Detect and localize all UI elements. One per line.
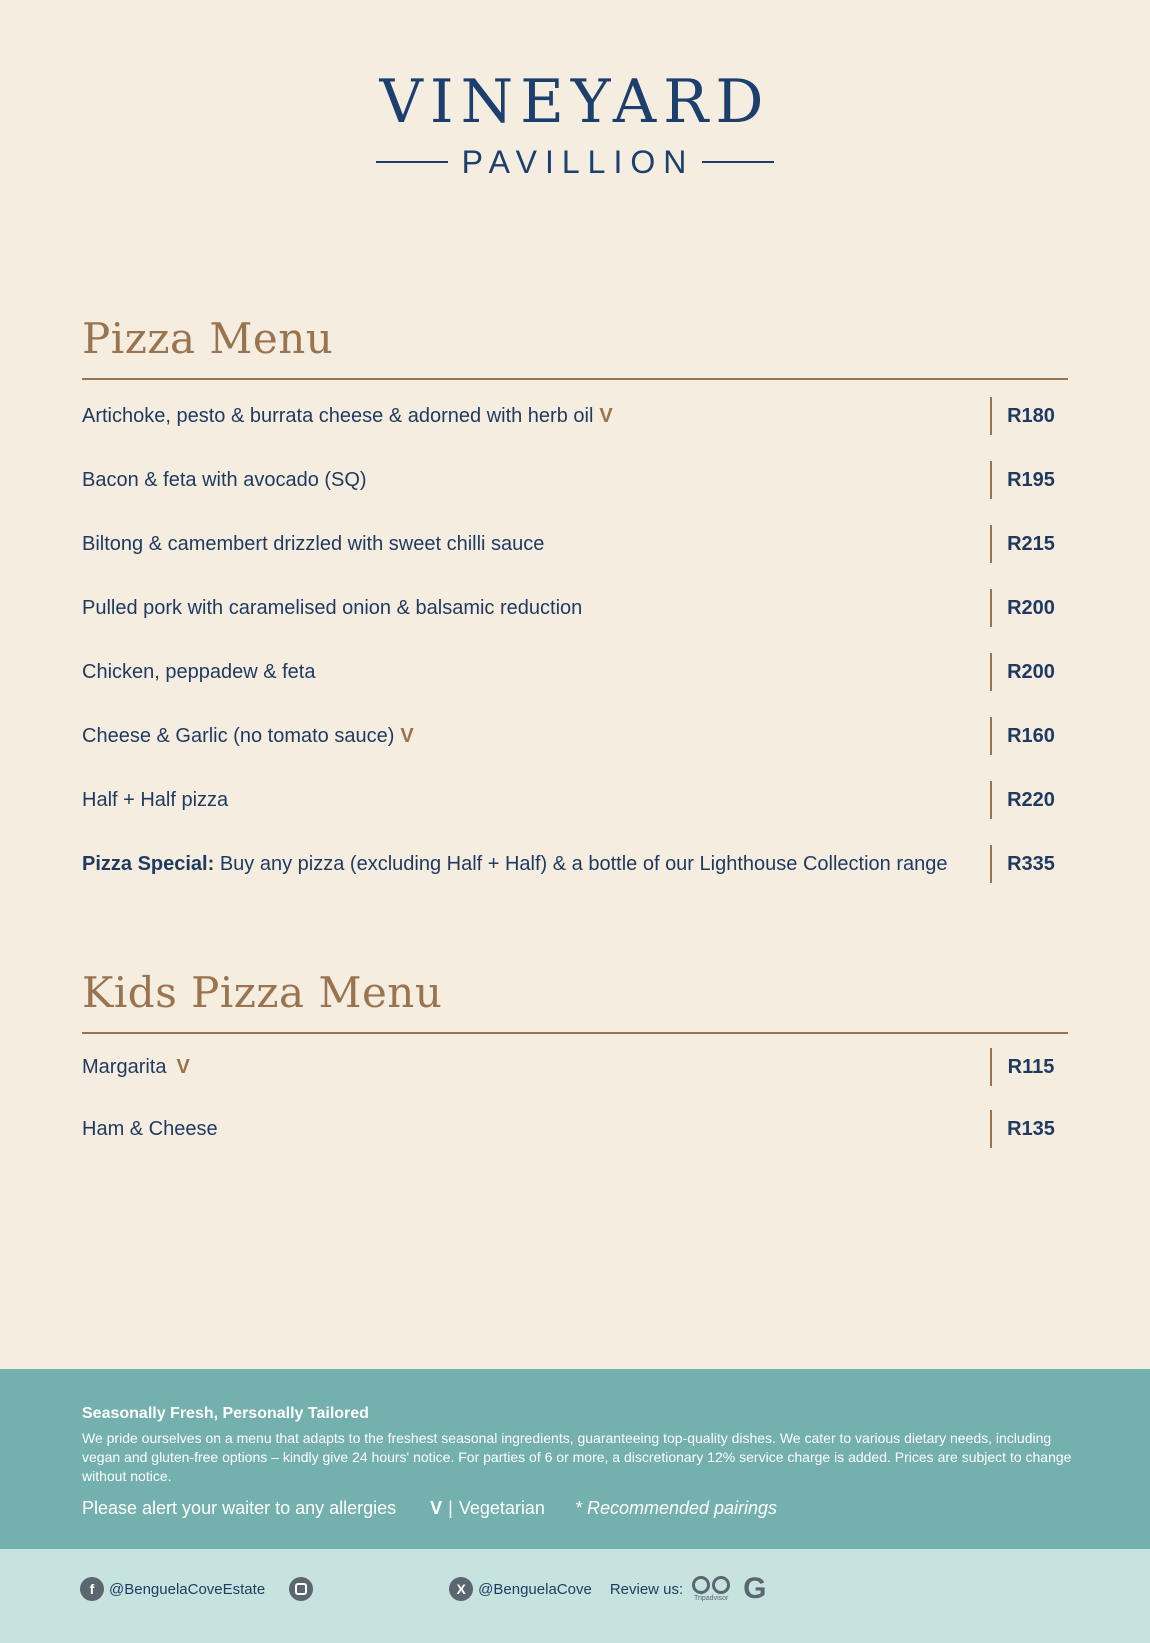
- item-price: R135: [1007, 1117, 1055, 1140]
- item-name: [82, 789, 228, 812]
- allergy-note: Please alert your waiter to any allergies: [82, 1498, 397, 1518]
- x-icon[interactable]: X: [449, 1577, 473, 1601]
- price-divider: [990, 781, 992, 819]
- section-divider: [82, 378, 1068, 380]
- item-name: [82, 661, 316, 684]
- price-divider: [990, 717, 992, 755]
- recommended-pairings-note: * Recommended pairings: [574, 1498, 778, 1518]
- review-label: Review us:: [609, 1580, 684, 1598]
- item-name-text: Bacon & feta with avocado (SQ): [82, 468, 367, 491]
- google-icon[interactable]: G: [743, 1572, 767, 1605]
- item-name-text: Ham & Cheese: [82, 1117, 218, 1140]
- x-handle[interactable]: @BenguelaCove: [478, 1580, 592, 1598]
- item-price: R220: [1007, 788, 1055, 811]
- menu-item-special: [82, 832, 1068, 896]
- logo-line-right: [702, 161, 774, 163]
- menu-item: [82, 448, 1068, 512]
- social-bar: [0, 1549, 1150, 1643]
- price-divider: [990, 1048, 992, 1086]
- item-price: R195: [1007, 468, 1055, 491]
- logo-line-left: [376, 161, 448, 163]
- menu-item: [82, 704, 1068, 768]
- footer-info: [0, 1369, 1150, 1549]
- logo-sub-row: [0, 146, 1150, 178]
- item-name-text: Half + Half pizza: [82, 788, 229, 811]
- special-label: Pizza Special:: [82, 852, 215, 875]
- item-name: [82, 1056, 190, 1079]
- facebook-handle[interactable]: @BenguelaCoveEstate: [109, 1580, 266, 1598]
- item-price: R115: [1007, 1055, 1055, 1078]
- item-name: [82, 533, 544, 556]
- menu-item: [82, 512, 1068, 576]
- item-name: [82, 1118, 218, 1141]
- item-name: [82, 469, 367, 492]
- kids-menu-title: Kids Pizza Menu: [82, 968, 443, 1017]
- item-price: R335: [1007, 852, 1055, 875]
- tripadvisor-eyes: [691, 1576, 731, 1594]
- item-name: [82, 405, 613, 428]
- menu-item: [82, 640, 1068, 704]
- item-price: R200: [1007, 596, 1055, 619]
- pizza-menu-section: [82, 314, 1068, 896]
- vegetarian-badge: V: [176, 1055, 190, 1078]
- price-divider: [990, 845, 992, 883]
- instagram-icon[interactable]: [289, 1577, 313, 1601]
- item-name-text: Chicken, peppadew & feta: [82, 660, 316, 683]
- logo: [0, 67, 1150, 180]
- item-name-text: Buy any pizza (excluding Half + Half) & a bottle of our Lighthouse Collection range: [214, 852, 948, 875]
- vegetarian-badge: V: [400, 724, 414, 747]
- tripadvisor-icon[interactable]: [691, 1576, 731, 1602]
- legend-separator: |: [448, 1498, 453, 1518]
- pizza-menu-title: Pizza Menu: [82, 314, 334, 363]
- menu-item: [82, 1098, 1068, 1160]
- kids-menu-section: [82, 968, 1068, 1160]
- price-divider: [990, 589, 992, 627]
- price-divider: [990, 525, 992, 563]
- menu-item: [82, 384, 1068, 448]
- tripadvisor-label: Tripadvisor: [693, 1595, 729, 1602]
- item-price: R180: [1007, 404, 1055, 427]
- price-divider: [990, 397, 992, 435]
- logo-sub-text: PAVILLION: [461, 144, 695, 180]
- logo-main-text: VINEYARD: [379, 67, 771, 137]
- pizza-menu-list: [82, 384, 1068, 896]
- facebook-icon[interactable]: f: [80, 1577, 104, 1601]
- item-name-text: Biltong & camembert drizzled with sweet chilli sauce: [82, 532, 545, 555]
- item-name-text: Pulled pork with caramelised onion & balsamic reduction: [82, 596, 583, 619]
- item-price: R200: [1007, 660, 1055, 683]
- item-price: R215: [1007, 532, 1055, 555]
- item-name: [82, 597, 582, 620]
- section-divider: [82, 1032, 1068, 1034]
- footer-legend-row: [82, 1498, 1068, 1519]
- vegetarian-legend-symbol: V: [430, 1498, 443, 1518]
- vegetarian-legend-label: Vegetarian: [458, 1498, 545, 1518]
- price-divider: [990, 653, 992, 691]
- footer-text: We pride ourselves on a menu that adapts to the freshest seasonal ingredients, guaranteeing top-quality dishes. We cater to various dietary needs, including vegan and gluten-free options – kindly give 24 hours' notice. For parties of 6 or more, a discretionary 12% service charge is added. Prices are subject to change without notice.: [82, 1430, 1072, 1484]
- menu-item: [82, 768, 1068, 832]
- item-name-text: Margarita: [82, 1055, 167, 1078]
- kids-menu-list: [82, 1036, 1068, 1160]
- item-name-text: Cheese & Garlic (no tomato sauce): [82, 724, 395, 747]
- item-name-text: Artichoke, pesto & burrata cheese & adorned with herb oil: [82, 404, 594, 427]
- item-name: [82, 725, 414, 748]
- item-price: R160: [1007, 724, 1055, 747]
- footer-heading: Seasonally Fresh, Personally Tailored: [82, 1405, 369, 1422]
- price-divider: [990, 1110, 992, 1148]
- item-name: [82, 853, 947, 876]
- menu-item: [82, 1036, 1068, 1098]
- price-divider: [990, 461, 992, 499]
- vegetarian-badge: V: [599, 404, 613, 427]
- menu-item: [82, 576, 1068, 640]
